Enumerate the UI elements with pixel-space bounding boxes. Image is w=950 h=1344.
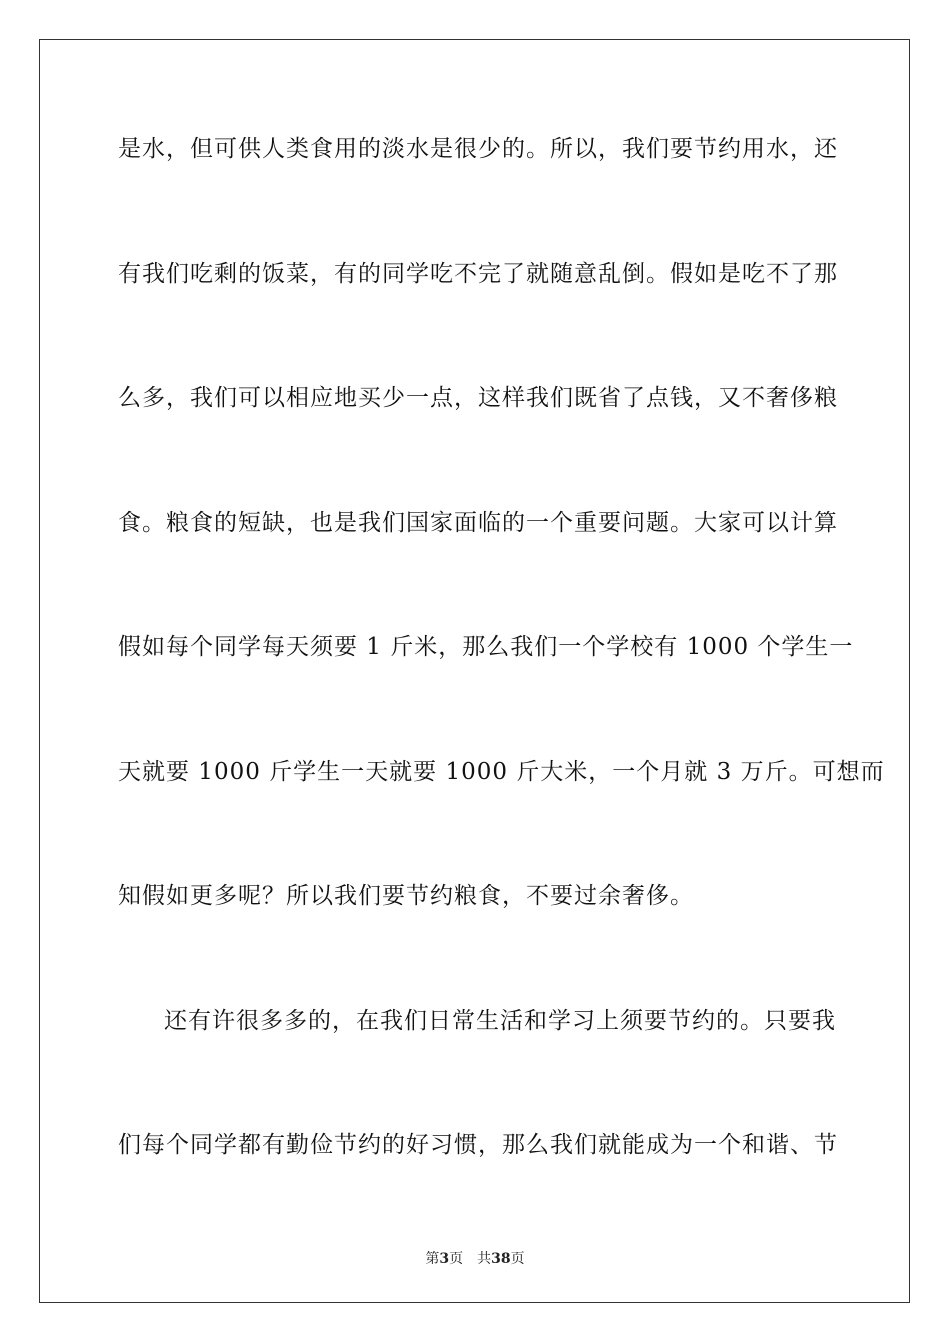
paragraph-first-line: 还有许很多多的，在我们日常生活和学习上须要节约的。只要我 bbox=[164, 1007, 836, 1034]
text-line: 是水，但可供人类食用的淡水是很少的。所以，我们要节约用水，还 bbox=[118, 136, 838, 162]
text-line: 假如每个同学每天须要 1 斤米，那么我们一个学校有 1000 个学生一 bbox=[118, 634, 854, 660]
page-unit: 页 bbox=[449, 1251, 464, 1267]
total-page-count: 38 bbox=[491, 1251, 511, 1267]
current-page-number: 3 bbox=[439, 1251, 450, 1267]
text-line: 们每个同学都有勤俭节约的好习惯，那么我们就能成为一个和谐、节 bbox=[118, 1132, 838, 1158]
total-prefix: 共 bbox=[477, 1251, 492, 1267]
text-line: 天就要 1000 斤学生一天就要 1000 斤大米，一个月就 3 万斤。可想而 bbox=[118, 758, 885, 785]
page-prefix: 第 bbox=[425, 1251, 440, 1267]
total-unit: 页 bbox=[510, 1251, 525, 1267]
text-line: 么多，我们可以相应地买少一点，这样我们既省了点钱，又不奢侈粮 bbox=[118, 385, 838, 411]
text-line: 知假如更多呢？所以我们要节约粮食，不要过余奢侈。 bbox=[118, 883, 694, 909]
document-body bbox=[118, 128, 885, 1249]
text-line: 有我们吃剩的饭菜，有的同学吃不完了就随意乱倒。假如是吃不了那 bbox=[118, 260, 838, 287]
page-footer bbox=[0, 1248, 950, 1268]
text-line: 食。粮食的短缺，也是我们国家面临的一个重要问题。大家可以计算 bbox=[118, 509, 838, 536]
